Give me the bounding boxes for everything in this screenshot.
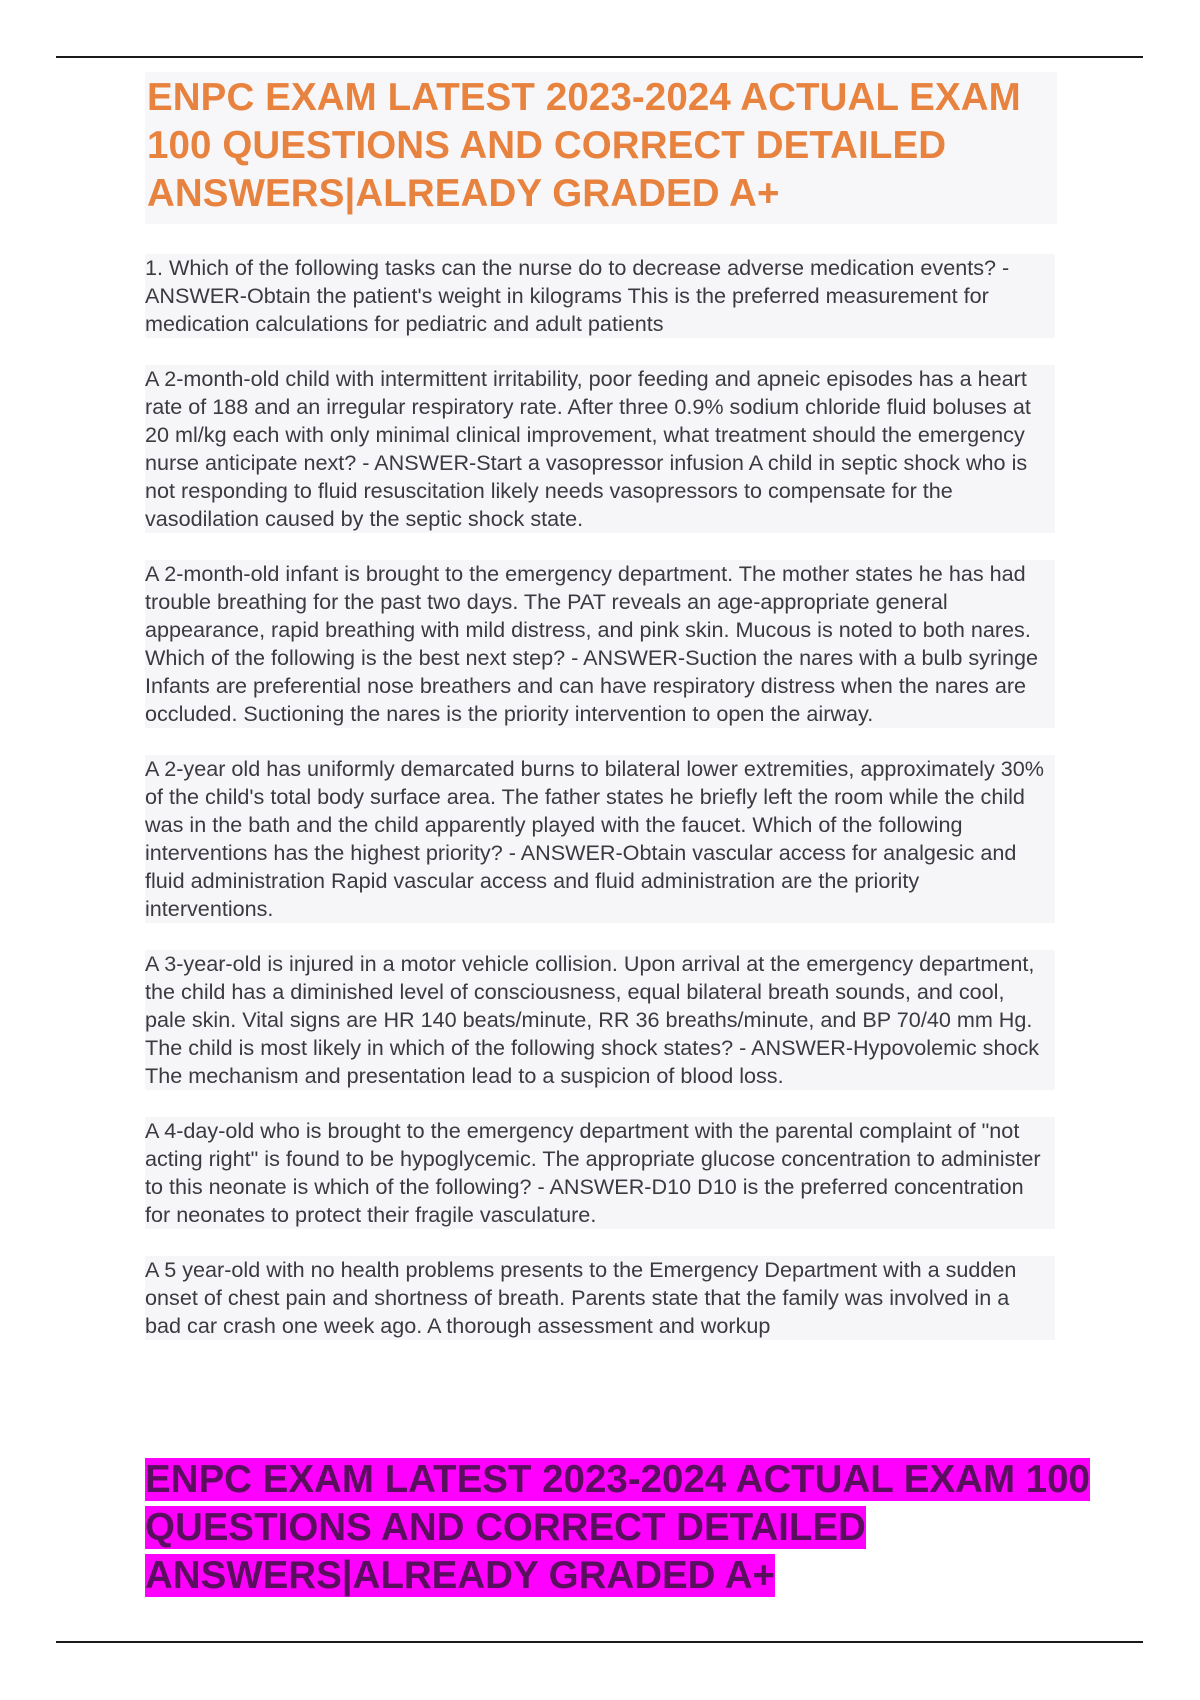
question-5: A 3-year-old is injured in a motor vehicle collision. Upon arrival at the emergency department, the child has a diminished level of consciousness, equal bilateral breath sounds, and cool, pale skin. Vital signs are HR 140 beats/minute, RR 36 breaths/minute, and BP 70/40 mm Hg. The child is most likely in which of the following shock states? - ANSWER-Hypovolemic shock The mechanism and presentation lead to a suspicion of blood loss.	[145, 950, 1055, 1090]
question-2: A 2-month-old child with intermittent irritability, poor feeding and apneic episodes has a heart rate of 188 and an irregular respiratory rate. After three 0.9% sodium chloride fluid boluses at 20 ml/kg each with only minimal clinical improvement, what treatment should the emergency nurse anticipate next? - ANSWER-Start a vasopressor infusion A child in septic shock who is not responding to fluid resuscitation likely needs vasopressors to compensate for the vasodilation caused by the septic shock state.	[145, 365, 1055, 533]
page-content	[145, 72, 1055, 1367]
question-list	[145, 254, 1055, 1340]
question-7: A 5 year-old with no health problems presents to the Emergency Department with a sudden onset of chest pain and shortness of breath. Parents state that the family was involved in a bad car crash one week ago. A thorough assessment and workup	[145, 1256, 1055, 1340]
page-title: ENPC EXAM LATEST 2023-2024 ACTUAL EXAM 100 QUESTIONS AND CORRECT DETAILED ANSWERS|ALREADY GRADED A+	[147, 76, 1021, 215]
question-6: A 4-day-old who is brought to the emergency department with the parental complaint of "not acting right" is found to be hypoglycemic. The appropriate glucose concentration to administer to this neonate is which of the following? - ANSWER-D10 D10 is the preferred concentration for neonates to protect their fragile vasculature.	[145, 1117, 1055, 1229]
highlighted-title	[145, 1456, 1200, 1600]
title-block	[145, 72, 1057, 224]
top-rule	[56, 56, 1143, 58]
question-1: 1. Which of the following tasks can the nurse do to decrease adverse medication events? - ANSWER-Obtain the patient's weight in kilograms This is the preferred measurement for medication calculations for pediatric and adult patients	[145, 254, 1055, 338]
bottom-rule	[56, 1641, 1143, 1643]
question-4: A 2-year old has uniformly demarcated burns to bilateral lower extremities, approximately 30% of the child's total body surface area. The father states he briefly left the room while the child was in the bath and the child apparently played with the faucet. Which of the following interventions has the highest priority? - ANSWER-Obtain vascular access for analgesic and fluid administration Rapid vascular access and fluid administration are the priority interventions.	[145, 755, 1055, 923]
highlighted-title-text: ENPC EXAM LATEST 2023-2024 ACTUAL EXAM 100 QUESTIONS AND CORRECT DETAILED ANSWERS|ALREADY GRADED A+	[145, 1458, 1090, 1597]
question-3: A 2-month-old infant is brought to the emergency department. The mother states he has had trouble breathing for the past two days. The PAT reveals an age-appropriate general appearance, rapid breathing with mild distress, and pink skin. Mucous is noted to both nares. Which of the following is the best next step? - ANSWER-Suction the nares with a bulb syringe Infants are preferential nose breathers and can have respiratory distress when the nares are occluded. Suctioning the nares is the priority intervention to open the airway.	[145, 560, 1055, 728]
